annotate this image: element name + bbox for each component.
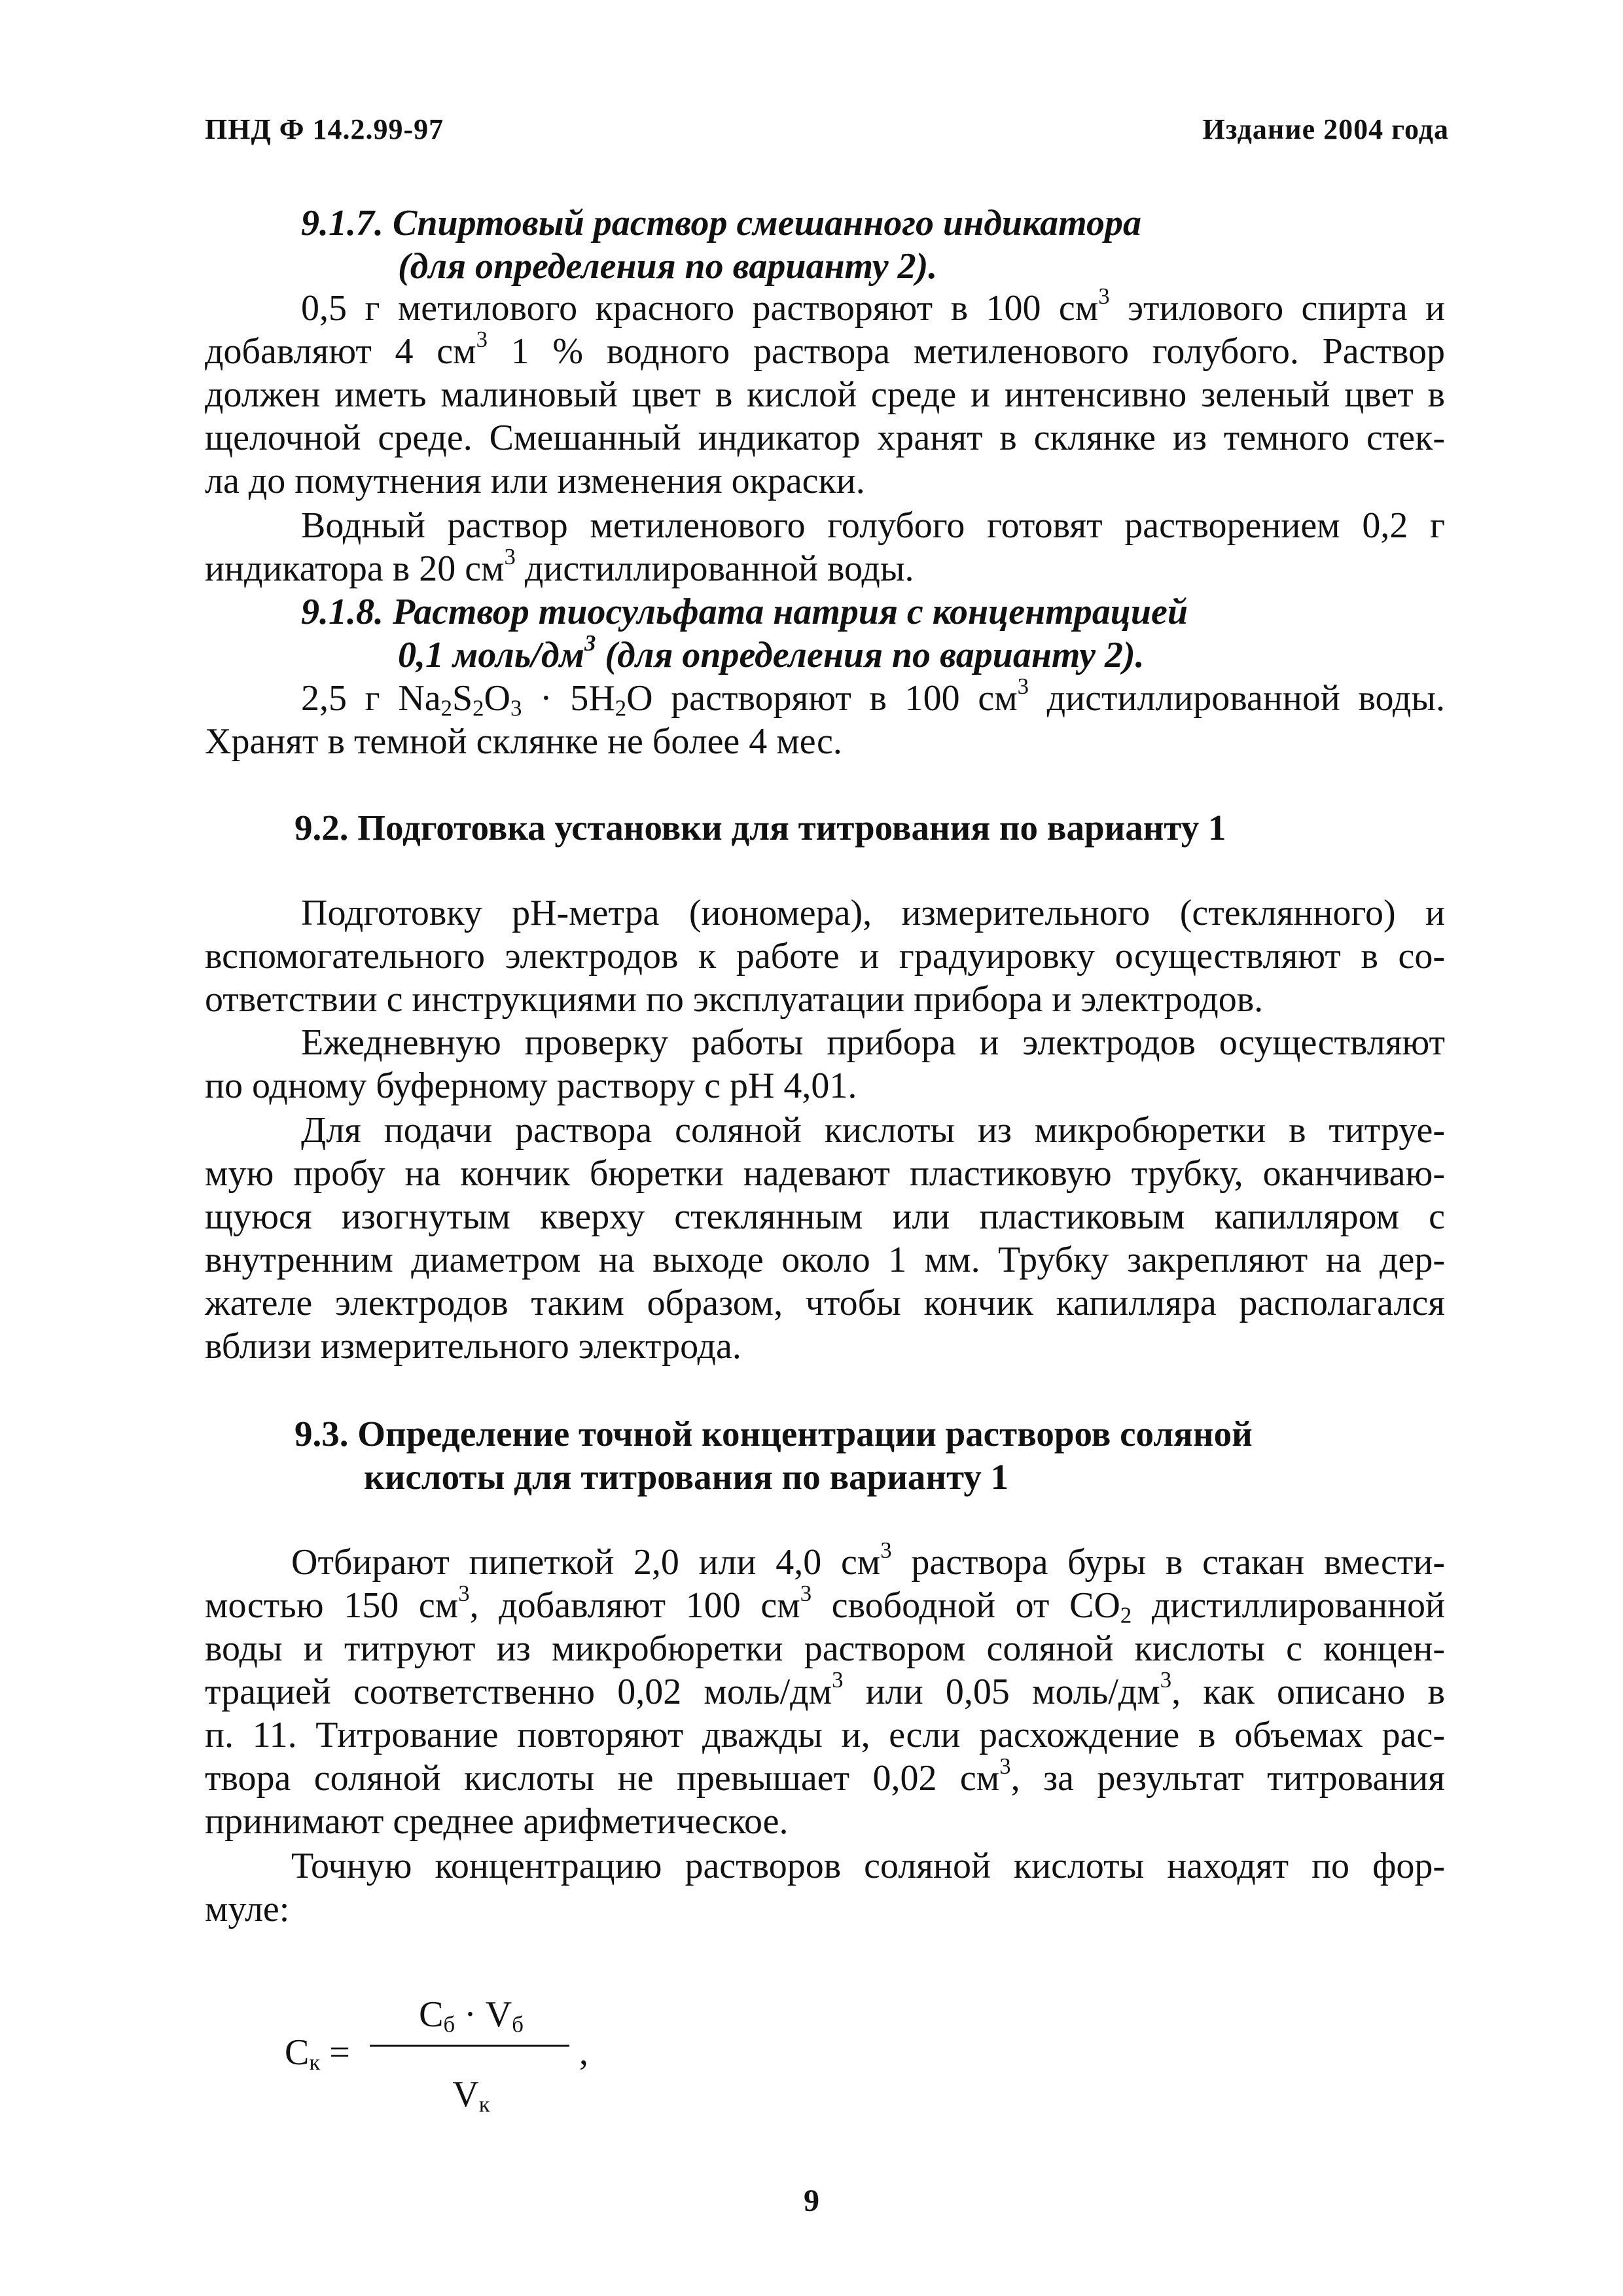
formula-denominator: $V_к$ — [452, 2074, 490, 2117]
paragraph-line: добавляют 4 $см^3$ 1 % водного раствора метиленового голубого. Раствор — [205, 327, 1446, 372]
paragraph-line: по одному буферному раствору с рН 4,01. — [205, 1066, 857, 1106]
fraction-bar — [370, 2045, 569, 2047]
paragraph-line: Водный раствор метиленового голубого готовят растворением 0,2 г — [301, 505, 1445, 546]
section-93-subtitle: кислоты для титрования по варианту 1 — [364, 1457, 1009, 1497]
page-number: 9 — [804, 2183, 819, 2218]
paragraph-line: ответствии с инструкциями по эксплуатации прибора и электродов. — [205, 979, 1264, 1020]
section-93-title: 9.3. Определение точной концентрации растворов соляной — [294, 1414, 1253, 1454]
paragraph-line: щуюся изогнутым кверху стеклянным или пластиковым капилляром с — [205, 1196, 1445, 1237]
paragraph-line: 2,5 г $Na_2S_2O_3 \cdot 5H_2O$ растворяют в 100 $см^3$ дистиллированной воды. — [301, 673, 1446, 721]
section-918-subtitle: 0,1 моль/$дм^3$ (для определения по варианту 2). — [398, 630, 1145, 675]
paragraph-line: щелочной среде. Смешанный индикатор хранят в склянке из темного стек- — [205, 418, 1445, 458]
paragraph-line: трацией соответственно 0,02 моль/$дм^3$ или 0,05 моль/$дм^3$, как описано в — [205, 1667, 1445, 1712]
section-917-subtitle: (для определения по варианту 2). — [398, 246, 938, 287]
paragraph-line: ла до помутнения или изменения окраски. — [205, 461, 865, 501]
paragraph-line: Хранят в темной склянке не более 4 мес. — [205, 721, 842, 762]
paragraph-line: п. 11. Титрование повторяют дважды и, если расхождение в объемах рас- — [205, 1715, 1445, 1755]
paragraph-line: мостью 150 $см^3$, добавляют 100 $см^3$ свободной от $СО_2$ дистиллированной — [205, 1581, 1445, 1628]
doc-code: ПНД Ф 14.2.99-97 — [205, 113, 444, 145]
paragraph-line: вблизи измерительного электрода. — [205, 1326, 741, 1367]
paragraph-line: принимают среднее арифметическое. — [205, 1801, 789, 1842]
paragraph-line: воды и титруют из микробюретки раствором соляной кислоты с концен- — [205, 1628, 1445, 1669]
paragraph-line: Отбирают пипеткой 2,0 или 4,0 $см^3$ раствора буры в стакан вмести- — [291, 1537, 1445, 1583]
paragraph-line: вспомогательного электродов к работе и градуировку осуществляют в со- — [205, 936, 1445, 977]
formula-numerator: $С_б \cdot V_б$ — [419, 1994, 524, 2037]
paragraph-line: Для подачи раствора соляной кислоты из микробюретки в титруе- — [301, 1110, 1445, 1151]
paragraph-line: Подготовку рН-метра (иономера), измерительного (стеклянного) и — [301, 893, 1445, 933]
formula-lhs: $С_к$ = — [285, 2032, 350, 2075]
paragraph-line: индикатора в 20 $см^3$ дистиллированной воды. — [205, 544, 914, 589]
paragraph-line: Точную концентрацию растворов соляной кислоты находят по фор- — [291, 1846, 1445, 1886]
paragraph-line: жателе электродов таким образом, чтобы кончик капилляра располагался — [205, 1283, 1445, 1323]
formula-comma: , — [579, 2032, 588, 2073]
paragraph-line: 0,5 г метилового красного растворяют в 100 $см^3$ этилового спирта и — [301, 283, 1446, 329]
paragraph-line: твора соляной кислоты не превышает 0,02 $см^3$, за результат титрования — [205, 1753, 1445, 1799]
paragraph-line: внутренним диаметром на выходе около 1 мм. Трубку закрепляют на дер- — [205, 1240, 1445, 1280]
concentration-formula — [285, 1977, 612, 2127]
section-917-title: 9.1.7. Спиртовый раствор смешанного индикатора — [301, 203, 1141, 243]
paragraph-line: мую пробу на кончик бюретки надевают пластиковую трубку, оканчиваю- — [205, 1153, 1445, 1194]
paragraph-line: Ежедневную проверку работы прибора и электродов осуществляют — [301, 1022, 1445, 1063]
paragraph-line: должен иметь малиновый цвет в кислой среде и интенсивно зеленый цвет в — [205, 374, 1445, 415]
paragraph-line: муле: — [205, 1889, 290, 1929]
section-92-title: 9.2. Подготовка установки для титрования по варианту 1 — [294, 808, 1226, 848]
edition-label: Издание 2004 года — [1202, 113, 1449, 145]
section-918-title: 9.1.8. Раствор тиосульфата натрия с концентрацией — [301, 592, 1188, 632]
